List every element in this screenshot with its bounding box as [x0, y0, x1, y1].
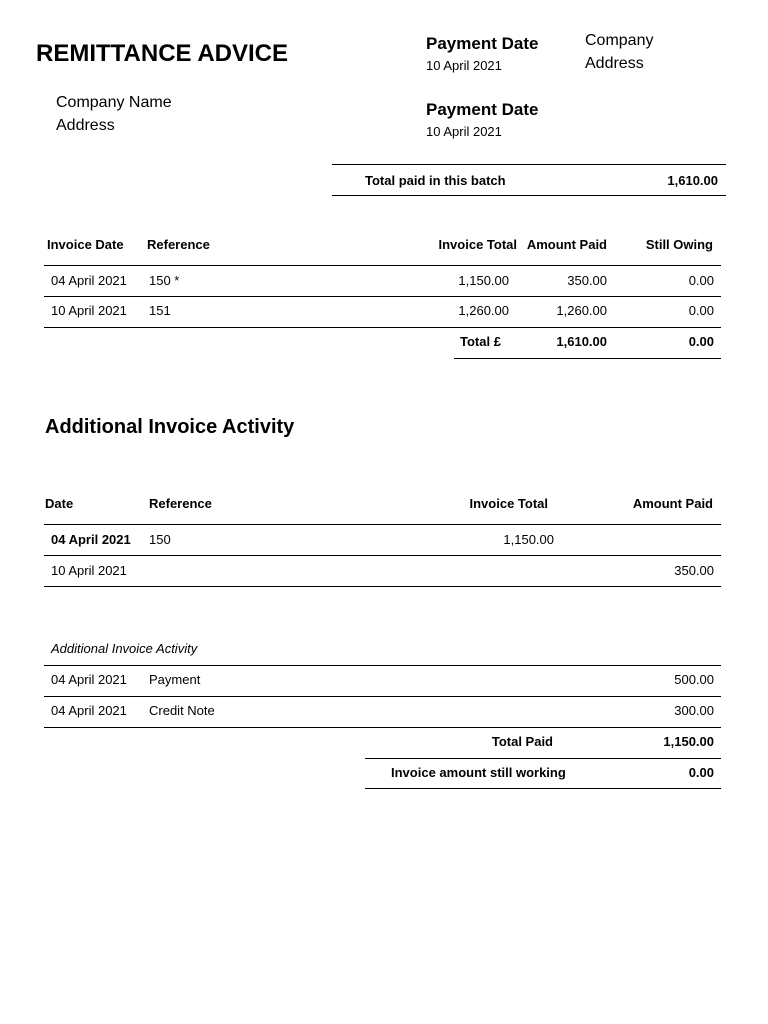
sub-activity-type: Payment	[149, 672, 201, 687]
total-paid-value: 1,150.00	[663, 734, 714, 749]
company-name: Company	[585, 32, 654, 49]
still-working-label: Invoice amount still working	[391, 765, 566, 780]
activity-amount-paid: 350.00	[674, 563, 714, 578]
divider	[332, 164, 726, 165]
divider	[44, 524, 721, 525]
invoice-reference: 150 *	[149, 273, 180, 288]
divider	[44, 665, 721, 666]
amount-paid: 350.00	[567, 273, 607, 288]
company-address: Address	[585, 55, 644, 72]
sub-activity-amount: 300.00	[674, 703, 714, 718]
still-owing: 0.00	[688, 303, 714, 318]
column-header: Still Owing	[645, 237, 713, 252]
batch-total-value: 1,610.00	[667, 173, 718, 188]
total-paid-label: Total Paid	[491, 734, 553, 749]
batch-total-label: Total paid in this batch	[365, 173, 506, 188]
divider	[44, 296, 721, 297]
activity-invoice-total: 1,150.00	[503, 532, 554, 547]
invoice-date: 10 April 2021	[51, 303, 127, 318]
invoice-total-owing: 0.00	[688, 334, 714, 349]
invoice-reference: 151	[149, 303, 171, 318]
payee-address: Address	[56, 117, 115, 134]
divider	[44, 265, 721, 266]
column-header: Amount Paid	[632, 496, 713, 511]
payment-date-value: 10 April 2021	[426, 124, 502, 139]
column-header: Reference	[149, 496, 212, 511]
still-working-value: 0.00	[688, 765, 714, 780]
column-header: Date	[45, 496, 74, 511]
sub-activity-caption: Additional Invoice Activity	[51, 641, 198, 656]
invoice-total: 1,150.00	[458, 273, 509, 288]
divider	[44, 555, 721, 556]
divider	[44, 586, 721, 587]
divider	[44, 727, 721, 728]
divider	[44, 327, 721, 328]
invoice-total-label: Total £	[460, 334, 501, 349]
section-heading: Additional Invoice Activity	[45, 416, 295, 438]
column-header: Reference	[147, 237, 210, 252]
divider	[454, 358, 721, 359]
divider	[332, 195, 726, 196]
sub-activity-amount: 500.00	[674, 672, 714, 687]
amount-paid: 1,260.00	[556, 303, 607, 318]
sub-activity-type: Credit Note	[149, 703, 215, 718]
column-header: Amount Paid	[526, 237, 607, 252]
invoice-total-paid: 1,610.00	[556, 334, 607, 349]
payment-date-label: Payment Date	[426, 34, 539, 53]
divider	[365, 758, 721, 759]
activity-date: 04 April 2021	[51, 532, 131, 547]
activity-reference: 150	[149, 532, 171, 547]
payment-date-label: Payment Date	[426, 100, 539, 119]
payment-date-value: 10 April 2021	[426, 58, 502, 73]
divider	[44, 696, 721, 697]
payee-name: Company Name	[56, 94, 172, 111]
column-header: Invoice Total	[438, 237, 517, 252]
column-header: Invoice Total	[469, 496, 548, 511]
page-title: REMITTANCE ADVICE	[36, 40, 288, 67]
invoice-total: 1,260.00	[458, 303, 509, 318]
still-owing: 0.00	[688, 273, 714, 288]
sub-activity-date: 04 April 2021	[51, 703, 127, 718]
column-header: Invoice Date	[47, 237, 124, 252]
sub-activity-date: 04 April 2021	[51, 672, 127, 687]
activity-date: 10 April 2021	[51, 563, 127, 578]
divider	[365, 788, 721, 789]
invoice-date: 04 April 2021	[51, 273, 127, 288]
